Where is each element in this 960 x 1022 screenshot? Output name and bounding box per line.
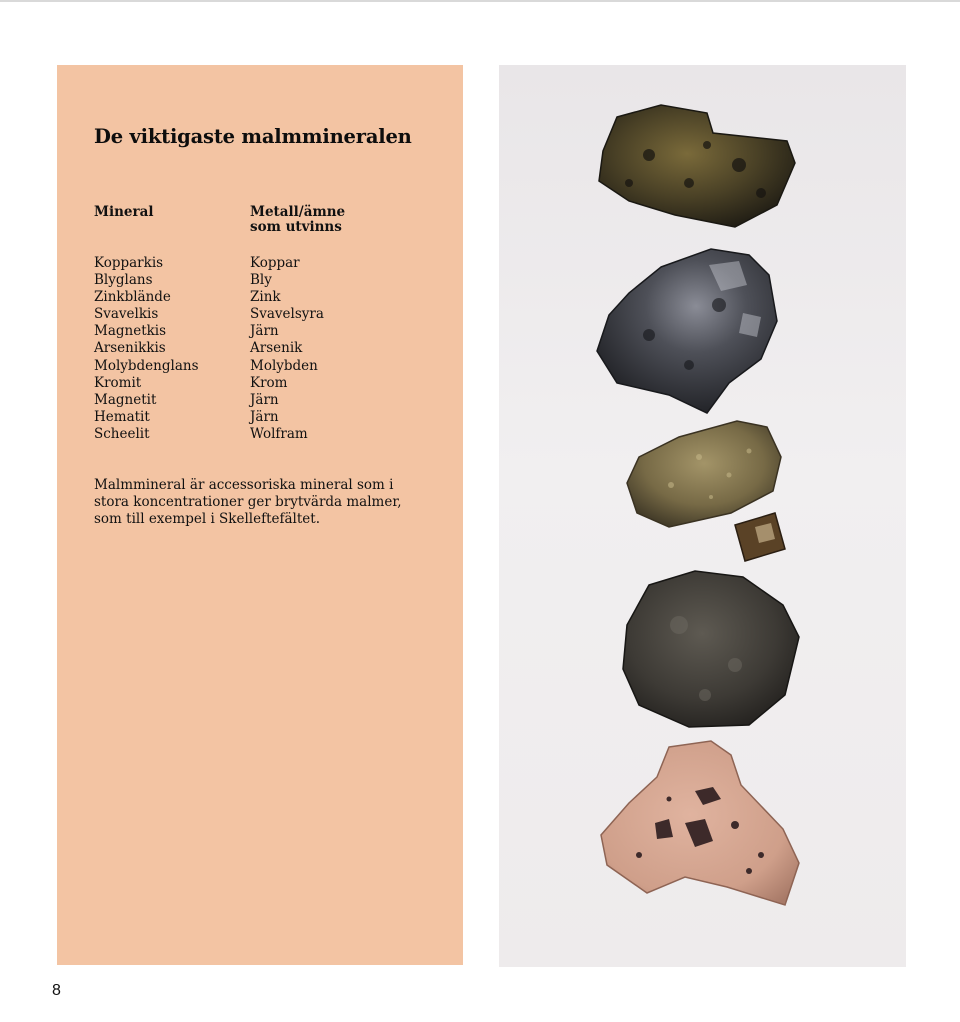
- metal-item: Arsenik: [250, 340, 303, 357]
- mineral-item: Molybdenglans: [94, 357, 199, 374]
- metal-item: Bly: [250, 272, 272, 289]
- mineral-item: Magnetkis: [94, 323, 167, 340]
- mineral-item: Magnetit: [94, 391, 157, 408]
- top-border: [0, 0, 960, 2]
- mineral-photo: [499, 65, 906, 967]
- metal-item: Järn: [250, 323, 279, 340]
- metal-item: Molybden: [250, 357, 318, 374]
- metal-item: Svavelsyra: [250, 306, 324, 323]
- mineral-item: Hematit: [94, 408, 150, 425]
- metal-item: Järn: [250, 391, 279, 408]
- metal-item: Wolfram: [250, 425, 308, 442]
- panel-note: Malmmineral är accessoriska mineral som i stora koncentrationer ger brytvärda malmer, som till exempel i Skelleftefältet.: [94, 477, 402, 528]
- mineral-item: Zinkblände: [94, 289, 171, 306]
- metal-item: Zink: [250, 289, 281, 306]
- mineral-item: Blyglans: [94, 272, 153, 289]
- metal-list: [250, 255, 324, 443]
- mineral-item: Kromit: [94, 374, 142, 391]
- mineral-sample-4: [623, 571, 799, 727]
- mineral-sample-1: [599, 105, 795, 227]
- column-header-metal: [250, 205, 400, 235]
- panel-title: De viktigaste malmmineralen: [94, 125, 412, 148]
- mineral-list: [94, 255, 199, 443]
- column-header-metal-line2: som utvinns: [250, 219, 342, 235]
- metal-item: Järn: [250, 408, 279, 425]
- mineral-item: Kopparkis: [94, 255, 164, 271]
- mineral-item: Scheelit: [94, 425, 150, 442]
- mineral-samples-illustration: [499, 65, 906, 967]
- mineral-item: Svavelkis: [94, 306, 159, 323]
- metal-item: Krom: [250, 374, 288, 391]
- page-number: 8: [52, 982, 61, 999]
- mineral-table-panel: [57, 65, 463, 965]
- mineral-item: Arsenikkis: [94, 340, 166, 357]
- metal-item: Koppar: [250, 255, 300, 271]
- column-header-mineral: Mineral: [94, 204, 154, 220]
- column-header-metal-line1: Metall/ämne: [250, 204, 346, 220]
- mineral-sample-3: [627, 421, 781, 527]
